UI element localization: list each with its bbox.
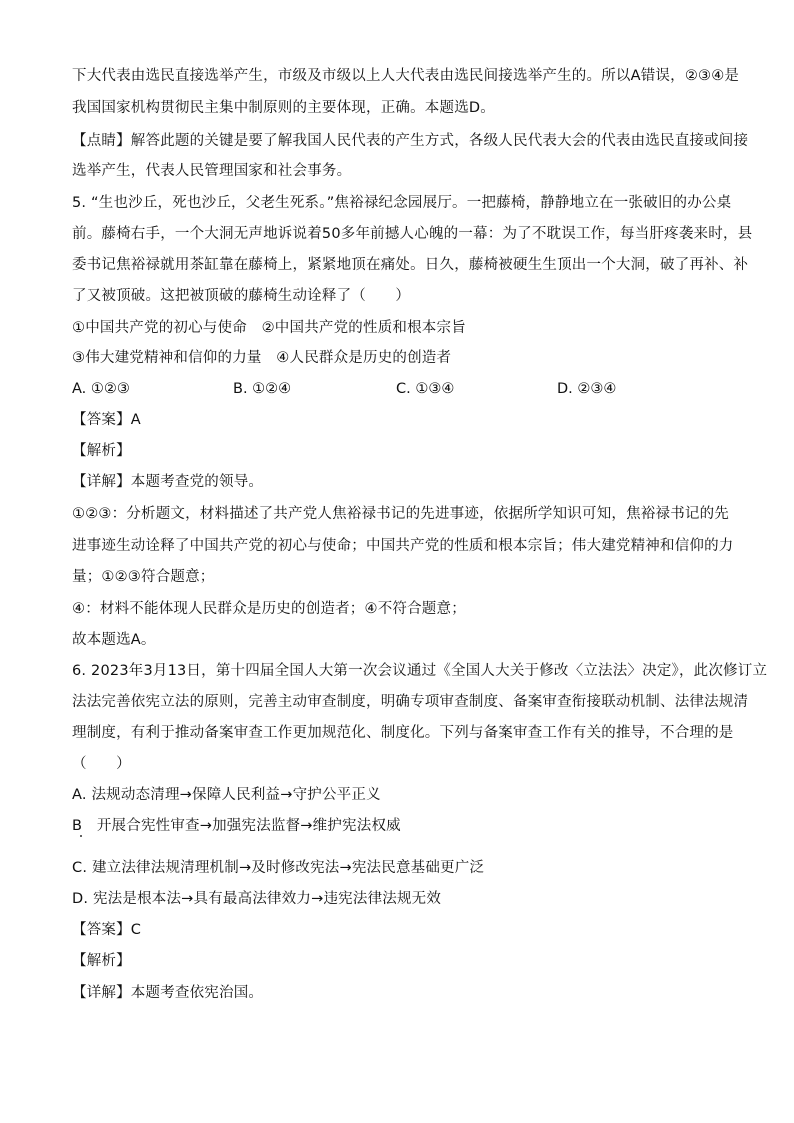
q5-option-d: D. ②③④	[557, 381, 617, 397]
question-5-stem: 5. “生也沙丘，死也沙丘，父老生死系。”焦裕禄纪念园展厅。一把藤椅，静静地立在一张破旧的办公桌	[72, 195, 732, 211]
analysis-note: 【点睛】解答此题的关键是要了解我国人民代表的产生方式，各级人民代表大会的代表由选民直接或间接	[72, 133, 749, 149]
analysis-label: 【解析】	[72, 953, 131, 969]
question-6-stem: （ ）	[72, 756, 131, 772]
answer-label: 【答案】C	[72, 922, 142, 938]
stray-dot	[80, 835, 82, 837]
q5-option-c: C. ①③④	[396, 381, 455, 397]
explanation-text: 进事迹生动诠释了中国共产党的初心与使命；中国共产党的性质和根本宗旨；伟大建党精神和信仰的力	[72, 538, 734, 554]
question-5-stem: 前。藤椅右手，一个大洞无声地诉说着50多年前撼人心魄的一幕：为了不耽误工作，每当肝疼袭来时，县	[72, 226, 753, 242]
explanation-text: 量；①②③符合题意；	[72, 569, 215, 585]
explanation-text: ①②③：分析题文，材料描述了共产党人焦裕禄书记的先进事迹，依据所学知识可知，焦裕禄书记的先	[72, 506, 729, 522]
question-5-stem: 了又被顶破。这把被顶破的藤椅生动诠释了（ ）	[72, 288, 411, 304]
text-line: 我国国家机构贯彻民主集中制原则的主要体现，正确。本题选D。	[72, 100, 495, 116]
q6-option-a: A. 法规动态清理→保障人民利益→守护公平正义	[72, 787, 381, 803]
q6-option-d: D. 宪法是根本法→具有最高法律效力→违宪法律法规无效	[72, 891, 442, 907]
explanation-conclusion: 故本题选A。	[72, 632, 156, 648]
text-line: 下大代表由选民直接选举产生，市级及市级以上人大代表由选民间接选举产生的。所以A错误，②③④是	[72, 68, 740, 84]
q6-option-c: C. 建立法律法规清理机制→及时修改宪法→宪法民意基础更广泛	[72, 860, 485, 876]
q6-option-b: B 开展合宪性审查→加强宪法监督→维护宪法权威	[72, 818, 401, 834]
q5-option-a: A. ①②③	[72, 381, 130, 397]
question-5-stem: 委书记焦裕禄就用茶缸靠在藤椅上，紧紧地顶在痛处。日久，藤椅被硬生生顶出一个大洞，破了再补、补	[72, 257, 749, 273]
analysis-label: 【解析】	[72, 443, 131, 459]
question-5-statements: ③伟大建党精神和信仰的力量 ④人民群众是历史的创造者	[72, 350, 452, 366]
answer-label: 【答案】A	[72, 412, 141, 428]
explanation-text: ④：材料不能体现人民群众是历史的创造者；④不符合题意；	[72, 601, 466, 617]
question-6-stem: 理制度，有利于推动备案审查工作更加规范化、制度化。下列与备案审查工作有关的推导，不合理的是	[72, 725, 734, 741]
question-6-stem: 6. 2023年3月13日，第十四届全国人大第一次会议通过《全国人大关于修改〈立法法〉决定》，此次修订立	[72, 663, 768, 679]
q5-option-b: B. ①②④	[233, 381, 292, 397]
question-6-stem: 法法完善依宪立法的原则，完善主动审查制度，明确专项审查制度、备案审查衔接联动机制、法律法规清	[72, 694, 749, 710]
question-5-statements: ①中国共产党的初心与使命 ②中国共产党的性质和根本宗旨	[72, 320, 466, 336]
text-line: 选举产生，代表人民管理国家和社会事务。	[72, 163, 352, 179]
explanation-heading: 【详解】本题考查党的领导。	[72, 474, 264, 490]
explanation-heading: 【详解】本题考查依宪治国。	[72, 985, 264, 1001]
